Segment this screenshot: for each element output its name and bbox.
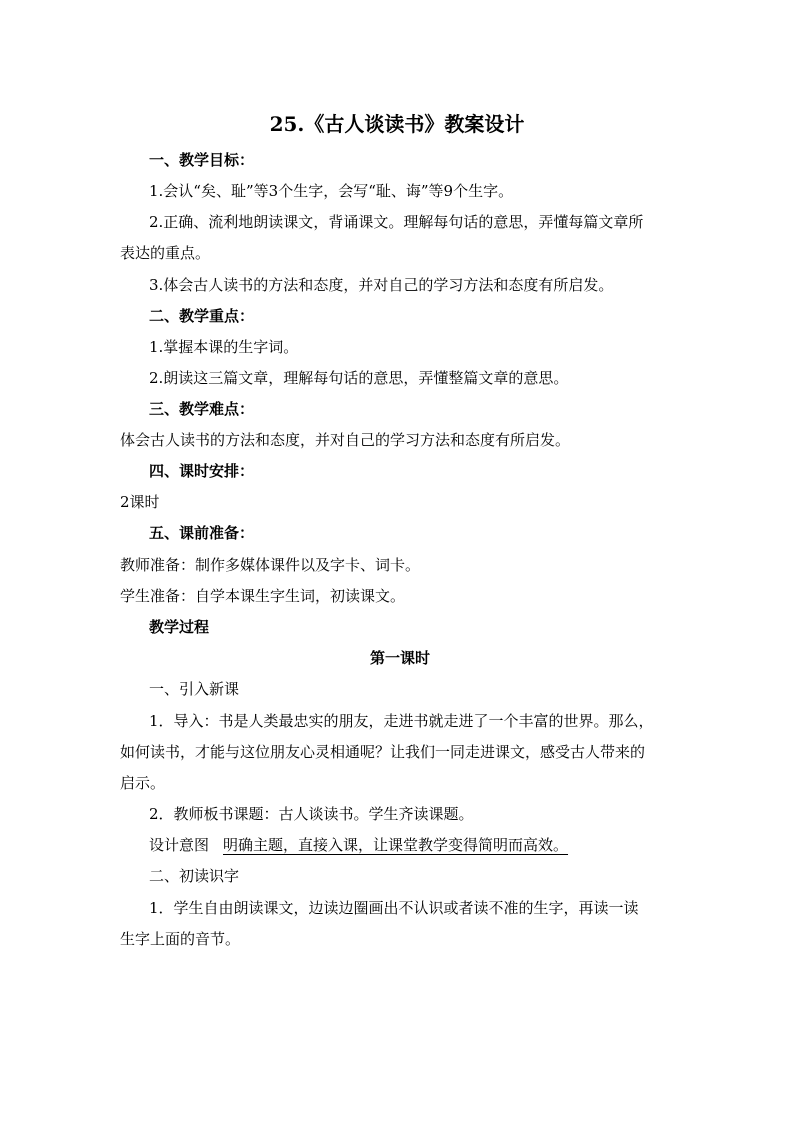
design-intent-line xyxy=(149,830,709,860)
part-1-item-1-line-2: 如何读书，才能与这位朋友心灵相通呢？让我们一同走进课文，感受古人带来的 xyxy=(120,743,646,761)
key-point-item-2: 2.朗读这三篇文章，理解每句话的意思，弄懂整篇文章的意思。 xyxy=(149,369,569,387)
student-preparation: 学生准备：自学本课生字生词，初读课文。 xyxy=(120,587,406,605)
difficulty-text: 体会古人读书的方法和态度，并对自己的学习方法和态度有所启发。 xyxy=(120,431,571,449)
section-heading-preparation: 五、课前准备： xyxy=(149,524,255,542)
section-heading-schedule: 四、课时安排： xyxy=(149,462,255,480)
objective-item-3: 3.体会古人读书的方法和态度，并对自己的学习方法和态度有所启发。 xyxy=(149,276,614,294)
part-1-item-2: 2．教师板书课题：古人谈读书。学生齐读课题。 xyxy=(149,805,474,823)
part-1-item-1-line-3: 启示。 xyxy=(120,774,166,792)
part-1-heading: 一、引入新课 xyxy=(149,680,240,698)
objective-item-2-line-1: 2.正确、流利地朗读课文，背诵课文。理解每句话的意思，弄懂每篇文章所 xyxy=(149,213,644,231)
objective-item-1: 1.会认“矣、耻”等3个生字，会写“耻、诲”等9个生字。 xyxy=(149,182,514,200)
key-point-item-1: 1.掌握本课的生字词。 xyxy=(149,338,299,356)
process-heading: 教学过程 xyxy=(149,618,210,636)
design-intent-label: 设计意图 xyxy=(149,836,210,854)
section-heading-key-points: 二、教学重点： xyxy=(149,307,255,325)
part-2-item-1-line-1: 1．学生自由朗读课文，边读边圈画出不认识或者读不准的生字，再读一读 xyxy=(149,899,639,917)
section-heading-objectives: 一、教学目标： xyxy=(149,151,255,169)
lesson-1-heading: 第一课时 xyxy=(369,649,430,667)
part-2-heading: 二、初读识字 xyxy=(149,867,240,885)
teacher-preparation: 教师准备：制作多媒体课件以及字卡、词卡。 xyxy=(120,556,421,574)
document-title: 25.《古人谈读书》教案设计 xyxy=(269,112,525,136)
objective-item-2-line-2: 表达的重点。 xyxy=(120,244,211,262)
part-1-item-1-line-1: 1．导入：书是人类最忠实的朋友，走进书就走进了一个丰富的世界。那么， xyxy=(149,712,654,730)
part-2-item-1-line-2: 生字上面的音节。 xyxy=(120,930,241,948)
schedule-text: 2课时 xyxy=(120,493,160,511)
section-heading-difficulties: 三、教学难点： xyxy=(149,400,255,418)
design-intent-text: 明确主题，直接入课，让课堂教学变得简明而高效。 xyxy=(223,836,569,854)
